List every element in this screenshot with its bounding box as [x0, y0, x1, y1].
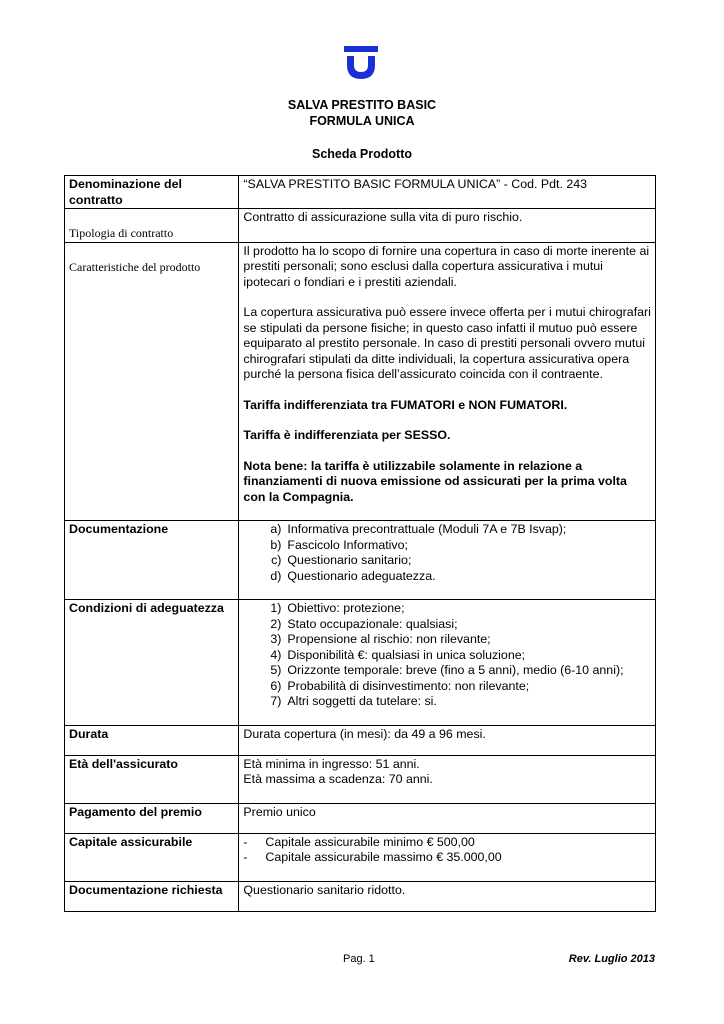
revision-date: Rev. Luglio 2013 [568, 953, 655, 965]
list-item: 7) Altri soggetti da tutelare: si. [270, 694, 437, 708]
list-item: 2) Stato occupazionale: qualsiasi; [270, 616, 458, 631]
row-caratteristiche [65, 242, 656, 521]
eta-massima: Età massima a scadenza: 70 anni. [243, 772, 433, 786]
label-eta: Età dell'assicurato [65, 755, 239, 803]
documentazione-list [243, 522, 652, 584]
caratteristiche-paragraph-2: La copertura assicurativa può essere invece offerta per i mutui chirografari se stipulati da persone fisiche; in questo caso infatti il mutuo può essere equiparato al prestito personale. In caso di prestiti personali ovvero mutui chirografari stipulati da ditte individuali, la copertura assicurativa opera purché la persona fisica dell’assicurato coincida con il contraente. [243, 305, 651, 381]
value-adeguatezza [239, 600, 656, 726]
list-item: 4) Disponibilità €: qualsiasi in unica soluzione; [270, 647, 526, 662]
list-item: 5) Orizzonte temporale: breve (fino a 5 anni), medio (6-10 anni); [270, 663, 624, 677]
row-eta [65, 755, 656, 803]
value-caratteristiche [239, 242, 656, 521]
row-capitale [65, 833, 656, 881]
list-item: - Capitale assicurabile massimo € 35.000,00 [243, 850, 502, 864]
list-item: c) Questionario sanitario; [271, 553, 412, 567]
value-doc-richiesta: Questionario sanitario ridotto. [239, 881, 656, 911]
row-durata [65, 725, 656, 755]
company-logo [344, 46, 378, 80]
label-capitale: Capitale assicurabile [65, 833, 239, 881]
row-doc-richiesta [65, 881, 656, 911]
value-capitale [239, 833, 656, 881]
list-item: 3) Propensione al rischio: non rilevante; [270, 632, 491, 646]
row-tipologia [65, 209, 656, 243]
caratteristiche-tariff-smokers: Tariffa indifferenziata tra FUMATORI e NON FUMATORI. [243, 397, 568, 412]
capitale-list [243, 835, 652, 866]
row-adeguatezza [65, 600, 656, 726]
list-item: a) Informativa precontrattuale (Moduli 7A e 7B Isvap); [270, 522, 567, 536]
label-caratteristiche: Caratteristiche del prodotto [65, 242, 239, 521]
label-denominazione: Denominazione del contratto [65, 176, 239, 209]
label-pagamento: Pagamento del premio [65, 803, 239, 833]
value-tipologia: Contratto di assicurazione sulla vita di puro rischio. [239, 209, 656, 243]
document-subtitle: Scheda Prodotto [311, 147, 412, 161]
value-denominazione: “SALVA PRESTITO BASIC FORMULA UNICA” - Cod. Pdt. 243 [239, 176, 656, 209]
product-sheet-table [64, 175, 656, 912]
list-item: d) Questionario adeguatezza. [270, 568, 436, 583]
label-durata: Durata [65, 725, 239, 755]
value-documentazione [239, 521, 656, 600]
row-denominazione [65, 176, 656, 209]
row-documentazione [65, 521, 656, 600]
document-title-line2: FORMULA UNICA [309, 114, 415, 128]
label-documentazione: Documentazione [65, 521, 239, 600]
value-pagamento: Premio unico [239, 803, 656, 833]
adeguatezza-list [243, 601, 652, 710]
caratteristiche-tariff-sex: Tariffa è indifferenziata per SESSO. [243, 428, 451, 442]
caratteristiche-nota-bene: Nota bene: la tariffa è utilizzabile solamente in relazione a finanziamenti di nuova emissione od assicurati per la prima volta con la Compagnia. [243, 458, 627, 504]
list-item: 1) Obiettivo: protezione; [270, 601, 405, 615]
value-eta [239, 755, 656, 803]
list-item: - Capitale assicurabile minimo € 500,00 [243, 834, 475, 849]
document-title-line1: SALVA PRESTITO BASIC [287, 98, 437, 112]
label-adeguatezza: Condizioni di adeguatezza [65, 600, 239, 726]
eta-minima: Età minima in ingresso: 51 anni. [243, 756, 420, 771]
list-item: 6) Probabilità di disinvestimento: non rilevante; [270, 678, 530, 693]
caratteristiche-paragraph-1: Il prodotto ha lo scopo di fornire una copertura in caso di morte inerente ai prestiti personali; sono esclusi dalla copertura assicurativa i mutui ipotecari o fondiari e i prestiti aziendali. [243, 243, 650, 289]
list-item: b) Fascicolo Informativo; [270, 537, 408, 552]
label-doc-richiesta: Documentazione richiesta [65, 881, 239, 911]
label-tipologia: Tipologia di contratto [65, 209, 239, 243]
row-pagamento [65, 803, 656, 833]
value-durata: Durata copertura (in mesi): da 49 a 96 mesi. [239, 725, 656, 755]
page-number: Pag. 1 [343, 953, 375, 965]
